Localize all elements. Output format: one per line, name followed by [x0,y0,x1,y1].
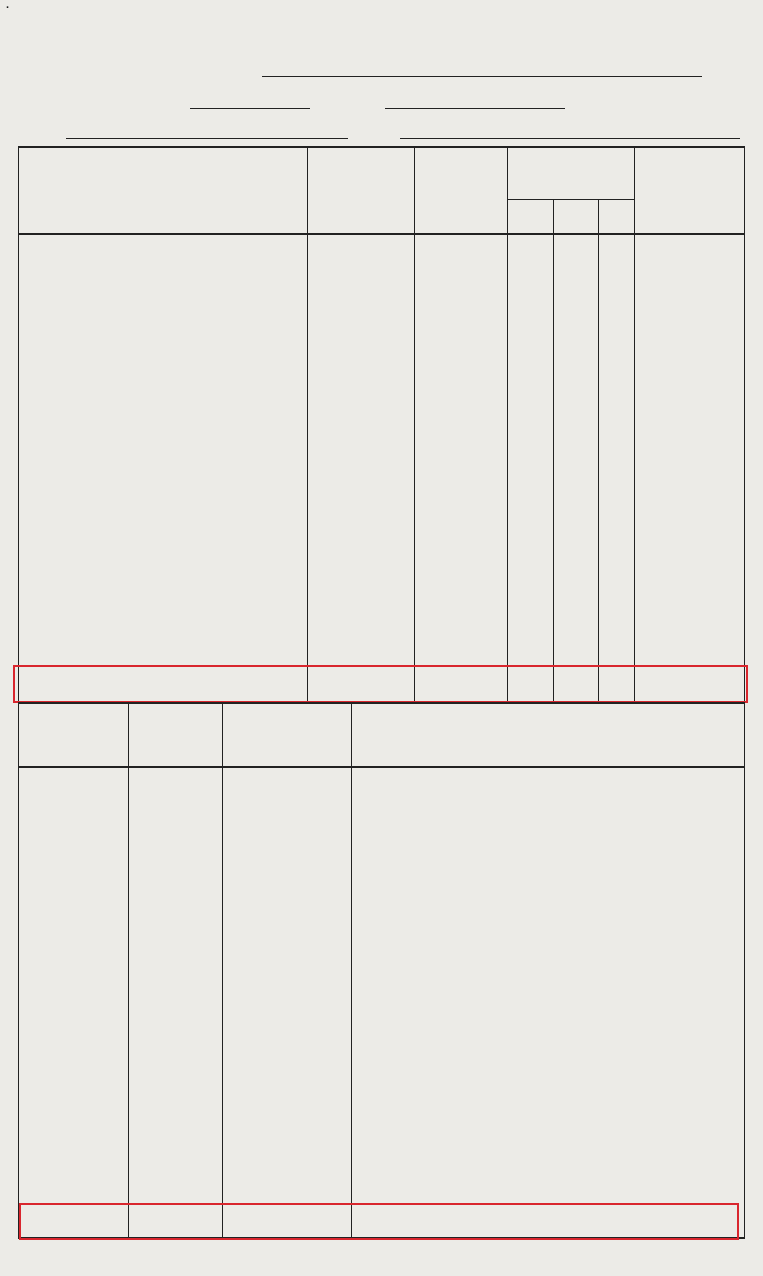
col-rule-3b [598,200,599,702]
top-right-rule [744,146,745,702]
enlist-subrule [507,199,634,200]
bottom-left-rule [18,702,19,1238]
bcol-rule-1 [128,702,129,1238]
bottom-right-rule [744,702,745,1238]
from-underline [66,138,348,139]
top-header-rule [18,233,745,235]
to-underline [400,138,740,139]
page-number: . [6,0,10,11]
ship-underline [262,76,702,77]
top-left-rule [18,146,19,702]
month-underline [385,108,565,109]
col-rule-4 [634,146,635,702]
highlight-box-bottom [19,1203,739,1240]
col-rule-1 [307,146,308,702]
highlight-box-top [13,665,748,703]
day-underline [190,108,310,109]
col-rule-2 [414,146,415,702]
bcol-rule-3 [351,702,352,1238]
bcol-rule-2 [222,702,223,1238]
form-number [6,0,9,10]
col-rule-3 [507,146,508,702]
top-table-border [18,146,745,148]
col-rule-3a [553,200,554,702]
